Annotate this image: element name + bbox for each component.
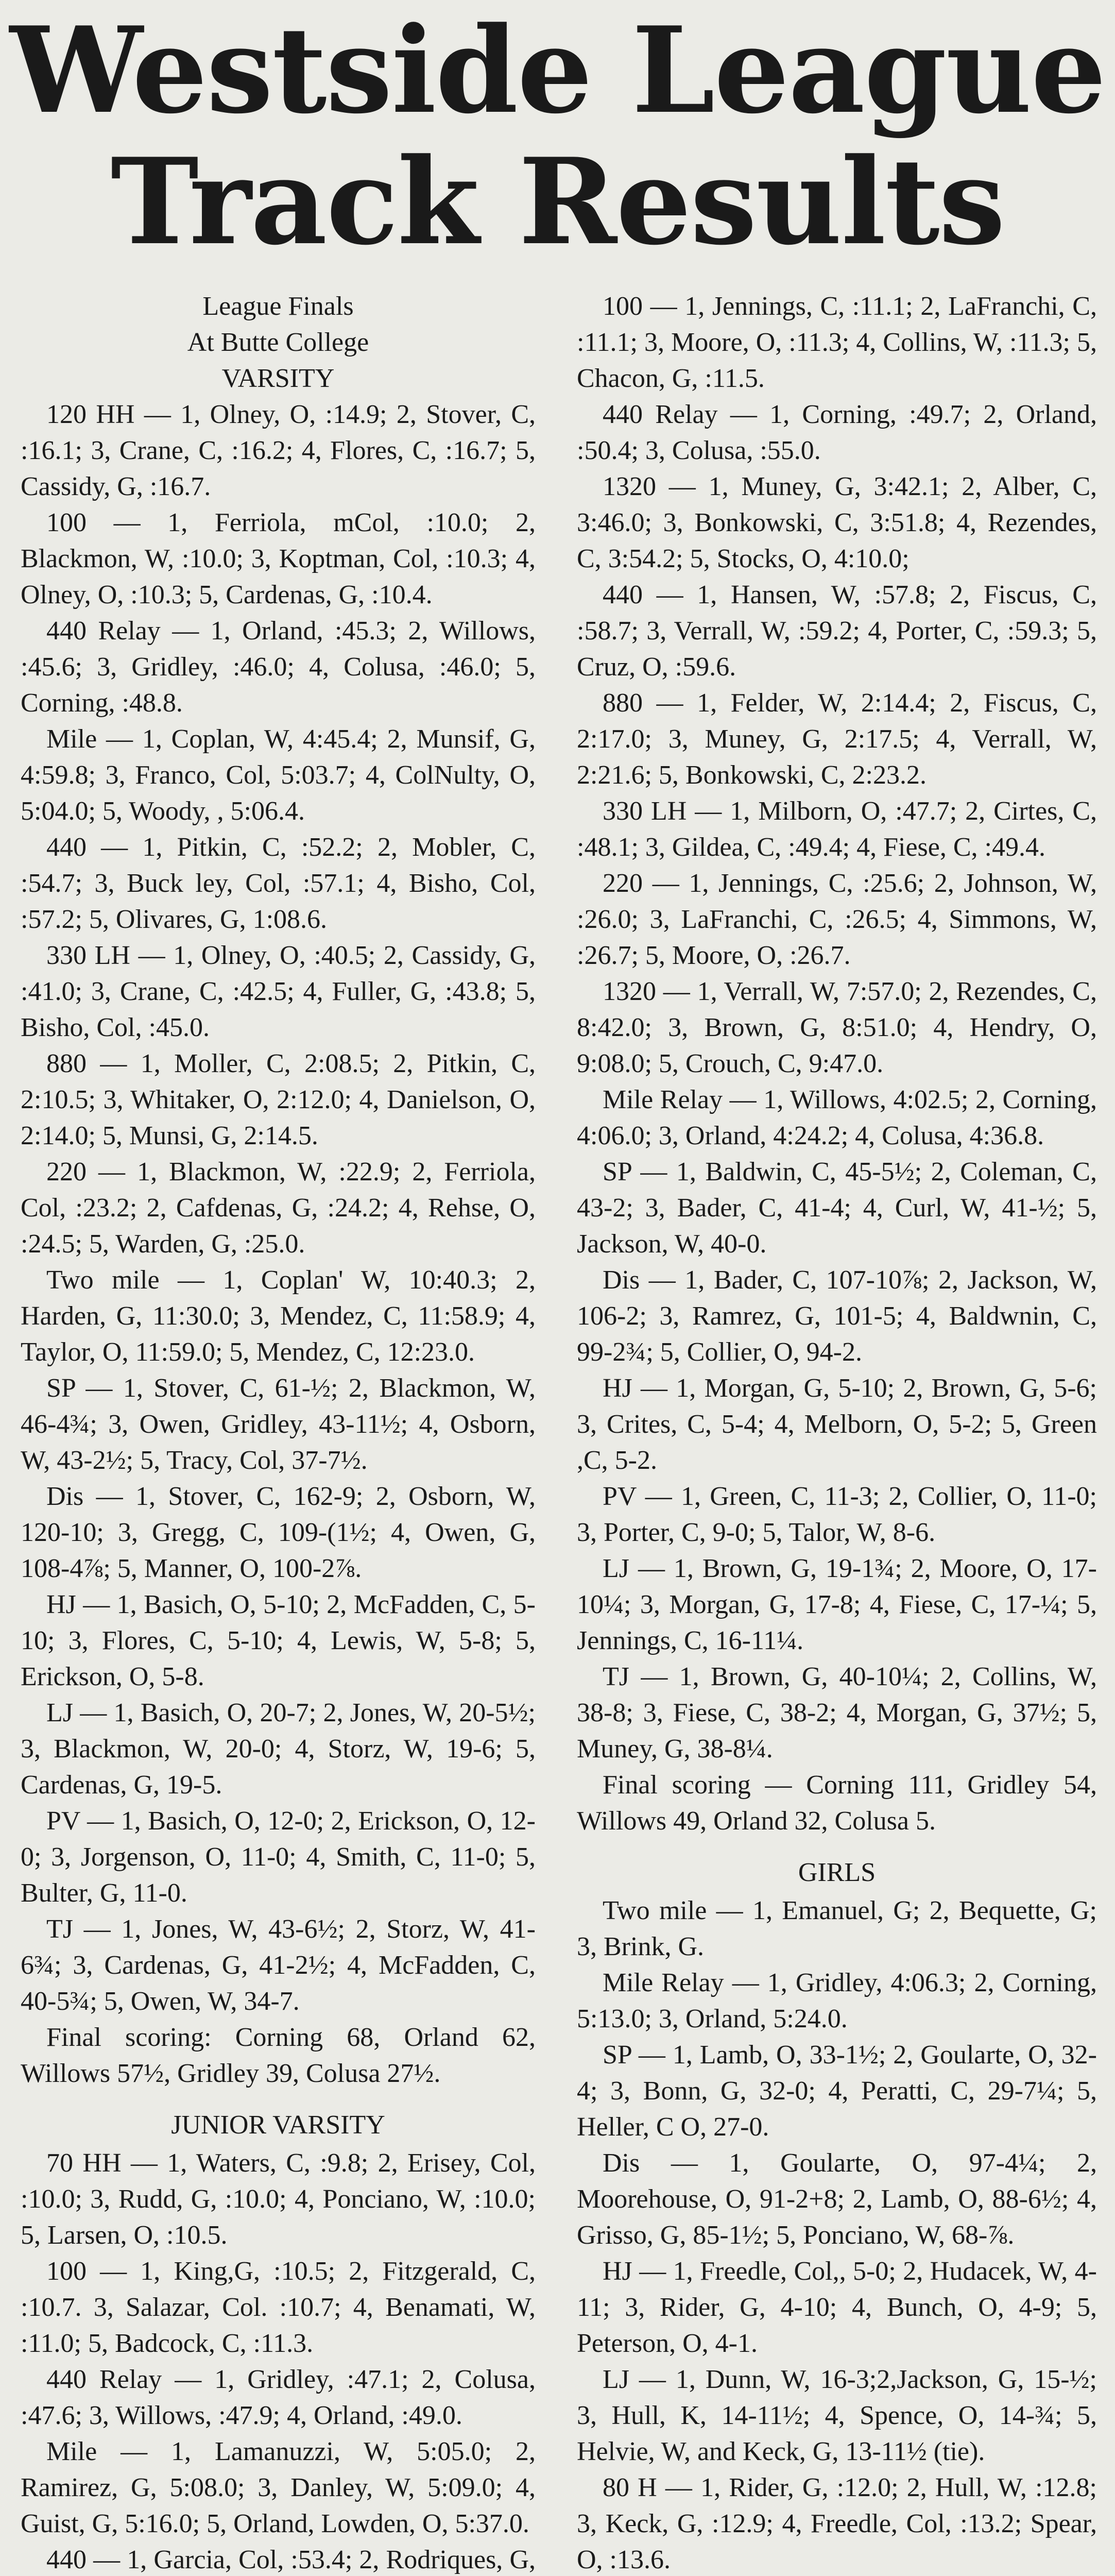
result-paragraph: 440 Relay — 1, Corning, :49.7; 2, Orland, :50.4; 3, Colusa, :55.0. (577, 400, 1097, 465)
result-paragraph: TJ — 1, Jones, W, 43-6½; 2, Storz, W, 41-6¾; 3, Cardenas, G, 41-2½; 4, McFadden, C, 40-5¾; 5, Owen, W, 34-7. (21, 1914, 536, 2016)
result-paragraph: Mile — 1, Coplan, W, 4:45.4; 2, Munsif, G, 4:59.8; 3, Franco, Col, 5:03.7; 4, ColNulty, O, 5:04.0; 5, Woody, , 5:06.4. (21, 724, 536, 826)
result-paragraph: SP — 1, Stover, C, 61-½; 2, Blackmon, W, 46-4¾; 3, Owen, Gridley, 43-11½; 4, Osborn, W, 43-2½; 5, Tracy, Col, 37-7½. (21, 1374, 536, 1475)
result-paragraph: 70 HH — 1, Waters, C, :9.8; 2, Erisey, Col, :10.0; 3, Rudd, G, :10.0; 4, Ponciano, W, :10.0; 5, Larsen, O, :10.5. (21, 2148, 536, 2250)
result-paragraph: 120 HH — 1, Olney, O, :14.9; 2, Stover, C, :16.1; 3, Crane, C, :16.2; 4, Flores, C, :16.7; 5, Cassidy, G, :16.7. (21, 400, 536, 501)
result-paragraph: SP — 1, Baldwin, C, 45-5½; 2, Coleman, C, 43-2; 3, Bader, C, 41-4; 4, Curl, W, 41-½; 5, Jackson, W, 40-0. (577, 1157, 1097, 1259)
result-paragraph: HJ — 1, Freedle, Col,, 5-0; 2, Hudacek, W, 4-11; 3, Rider, G, 4-10; 4, Bunch, O, 4-9; 5, Peterson, O, 4-1. (577, 2257, 1097, 2358)
result-paragraph: LJ — 1, Dunn, W, 16-3;2,Jackson, G, 15-½; 3, Hull, K, 14-11½; 4, Spence, O, 14-¾; 5, Helvie, W, and Keck, G, 13-11½ (tie). (577, 2365, 1097, 2466)
result-paragraph: 1320 — 1, Verrall, W, 7:57.0; 2, Rezendes, C, 8:42.0; 3, Brown, G, 8:51.0; 4, Hendry, O, 9:08.0; 5, Crouch, C, 9:47.0. (577, 977, 1097, 1078)
result-paragraph: 440 — 1, Pitkin, C, :52.2; 2, Mobler, C, :54.7; 3, Buck ley, Col, :57.1; 4, Bisho, Col, :57.2; 5, Olivares, G, 1:08.6. (21, 833, 536, 934)
result-paragraph: Dis — 1, Bader, C, 107-10⅞; 2, Jackson, W, 106-2; 3, Ramrez, G, 101-5; 4, Baldwnin, C, 99-2¾; 5, Collier, O, 94-2. (577, 1265, 1097, 1367)
result-paragraph: PV — 1, Basich, O, 12-0; 2, Erickson, O, 12-0; 3, Jorgenson, O, 11-0; 4, Smith, C, 11-0; 5, Bulter, G, 11-0. (21, 1806, 536, 1908)
headline-text (0, 1, 1115, 272)
final-scoring: Final scoring: Corning 68, Orland 62, Willows 57½, Gridley 39, Colusa 27½. (21, 2023, 536, 2088)
result-paragraph: 440 Relay — 1, Gridley, :47.1; 2, Colusa, :47.6; 3, Willows, :47.9; 4, Orland, :49.0. (21, 2365, 536, 2430)
result-paragraph: Two mile — 1, Coplan' W, 10:40.3; 2, Harden, G, 11:30.0; 3, Mendez, C, 11:58.9; 4, Taylor, O, 11:59.0; 5, Mendez, C, 12:23.0. (21, 1265, 536, 1367)
result-paragraph: Mile Relay — 1, Willows, 4:02.5; 2, Corning, 4:06.0; 3, Orland, 4:24.2; 4, Colusa, 4:36.8. (577, 1085, 1097, 1150)
result-paragraph: TJ — 1, Brown, G, 40-10¼; 2, Collins, W, 38-8; 3, Fiese, C, 38-2; 4, Morgan, G, 37½; 5, Muney, G, 38-8¼. (577, 1662, 1097, 1764)
result-paragraph: 330 LH — 1, Milborn, O, :47.7; 2, Cirtes, C, :48.1; 3, Gildea, C, :49.4; 4, Fiese, C, :49.4. (577, 796, 1097, 862)
result-paragraph: 1320 — 1, Muney, G, 3:42.1; 2, Alber, C, 3:46.0; 3, Bonkowski, C, 3:51.8; 4, Rezendes, C, 3:54.2; 5, Stocks, O, 4:10.0; (577, 472, 1097, 573)
results-column-right (577, 289, 1097, 2576)
result-paragraph: 330 LH — 1, Olney, O, :40.5; 2, Cassidy, G, :41.0; 3, Crane, C, :42.5; 4, Fuller, G, :43.8; 5, Bisho, Col, :45.0. (21, 941, 536, 1042)
section-title-girls: GIRLS (798, 1858, 876, 1887)
result-paragraph: 80 H — 1, Rider, G, :12.0; 2, Hull, W, :12.8; 3, Keck, G, :12.9; 4, Freedle, Col, :13.2; Spear, O, :13.6. (577, 2473, 1097, 2574)
result-paragraph: Mile — 1, Lamanuzzi, W, 5:05.0; 2, Ramirez, G, 5:08.0; 3, Danley, W, 5:09.0; 4, Guist, G, 5:16.0; 5, Orland, Lowden, O, 5:37.0. (21, 2437, 536, 2538)
result-paragraph: 100 — 1, King,G, :10.5; 2, Fitzgerald, C, :10.7. 3, Salazar, Col. :10.7; 4, Benamati, W, :11.0; 5, Badcock, C, :11.3. (21, 2257, 536, 2358)
section-header-line: At Butte College (187, 328, 369, 357)
result-paragraph: Two mile — 1, Emanuel, G; 2, Bequette, G; 3, Brink, G. (577, 1896, 1097, 1961)
result-paragraph: PV — 1, Green, C, 11-3; 2, Collier, O, 11-0; 3, Porter, C, 9-0; 5, Talor, W, 8-6. (577, 1482, 1097, 1547)
result-paragraph: LJ — 1, Brown, G, 19-1¾; 2, Moore, O, 17-10¼; 3, Morgan, G, 17-8; 4, Fiese, C, 17-¼; 5, Jennings, C, 16-11¼. (577, 1554, 1097, 1655)
result-paragraph: 220 — 1, Blackmon, W, :22.9; 2, Ferriola, Col, :23.2; 2, Cafdenas, G, :24.2; 4, Rehse, O, :24.5; 5, Warden, G, :25.0. (21, 1157, 536, 1259)
section-title-jv: JUNIOR VARSITY (171, 2110, 385, 2140)
headline-line-1: Westside League (9, 1, 1106, 140)
result-paragraph: LJ — 1, Basich, O, 20-7; 2, Jones, W, 20-5½; 3, Blackmon, W, 20-0; 4, Storz, W, 19-6; 5, Cardenas, G, 19-5. (21, 1698, 536, 1800)
section-header-line: VARSITY (221, 364, 335, 393)
result-paragraph: 440 — 1, Garcia, Col, :53.4; 2, Rodriques, G, (46, 2545, 536, 2574)
final-scoring: Final scoring — Corning 111, Gridley 54, Willows 49, Orland 32, Colusa 5. (577, 1770, 1097, 1836)
result-paragraph: 880 — 1, Moller, C, 2:08.5; 2, Pitkin, C, 2:10.5; 3, Whitaker, O, 2:12.0; 4, Danielson, O, 2:14.0; 5, Munsi, G, 2:14.5. (21, 1049, 536, 1150)
result-paragraph: 880 — 1, Felder, W, 2:14.4; 2, Fiscus, C, 2:17.0; 3, Muney, G, 2:17.5; 4, Verrall, W, 2:21.6; 5, Bonkowski, C, 2:23.2. (577, 688, 1097, 790)
result-paragraph: 100 — 1, Ferriola, mCol, :10.0; 2, Blackmon, W, :10.0; 3, Koptman, Col, :10.3; 4, Olney, O, :10.3; 5, Cardenas, G, :10.4. (21, 508, 536, 609)
result-paragraph: Dis — 1, Stover, C, 162-9; 2, Osborn, W, 120-10; 3, Gregg, C, 109-(1½; 4, Owen, G, 108-4⅞; 5, Manner, O, 100-2⅞. (21, 1482, 536, 1583)
result-paragraph: SP — 1, Lamb, O, 33-1½; 2, Goularte, O, 32-4; 3, Bonn, G, 32-0; 4, Peratti, C, 29-7¼; 5, Heller, C O, 27-0. (577, 2040, 1097, 2142)
headline-line-2: Track Results (110, 132, 1005, 272)
result-paragraph: Mile Relay — 1, Gridley, 4:06.3; 2, Corning, 5:13.0; 3, Orland, 5:24.0. (577, 1968, 1097, 2033)
result-paragraph: 220 — 1, Jennings, C, :25.6; 2, Johnson, W, :26.0; 3, LaFranchi, C, :26.5; 4, Simmons, W, :26.7; 5, Moore, O, :26.7. (577, 869, 1097, 970)
result-paragraph: 440 — 1, Hansen, W, :57.8; 2, Fiscus, C, :58.7; 3, Verrall, W, :59.2; 4, Porter, C, :59.3; 5, Cruz, O, :59.6. (577, 580, 1097, 682)
result-paragraph: HJ — 1, Morgan, G, 5-10; 2, Brown, G, 5-6; 3, Crites, C, 5-4; 4, Melborn, O, 5-2; 5, Green ,C, 5-2. (577, 1374, 1097, 1475)
result-paragraph: 440 Relay — 1, Orland, :45.3; 2, Willows, :45.6; 3, Gridley, :46.0; 4, Colusa, :46.0; 5, Corning, :48.8. (21, 616, 536, 718)
results-column-left (21, 289, 536, 2576)
section-header-line: League Finals (202, 292, 354, 321)
result-paragraph: 100 — 1, Jennings, C, :11.1; 2, LaFranchi, C, :11.1; 3, Moore, O, :11.3; 4, Collins, W, :11.3; 5, Chacon, G, :11.5. (577, 292, 1097, 393)
result-paragraph: HJ — 1, Basich, O, 5-10; 2, McFadden, C, 5-10; 3, Flores, C, 5-10; 4, Lewis, W, 5-8; 5, Erickson, O, 5-8. (21, 1590, 536, 1691)
result-paragraph: Dis — 1, Goularte, O, 97-4¼; 2, Moorehouse, O, 91-2+8; 2, Lamb, O, 88-6½; 4, Grisso, G, 85-1½; 5, Ponciano, W, 68-⅞. (577, 2148, 1097, 2250)
